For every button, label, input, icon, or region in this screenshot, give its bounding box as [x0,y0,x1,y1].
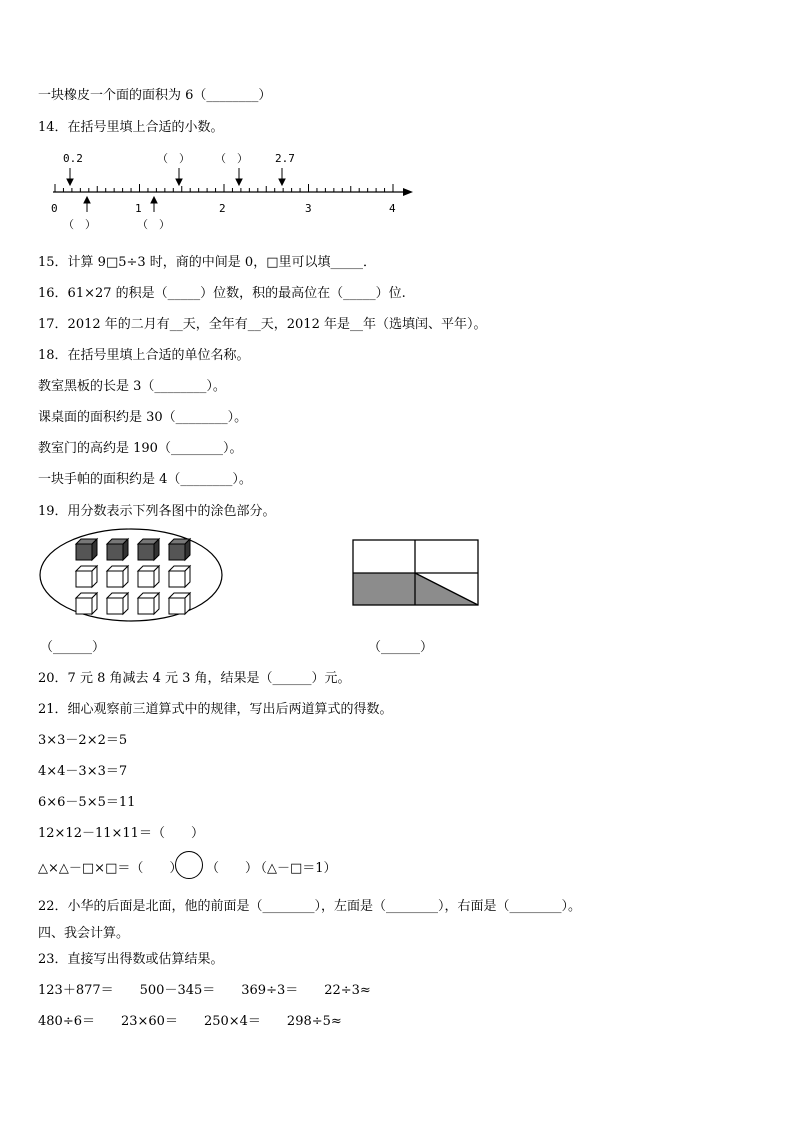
empty-cube [169,593,190,614]
question-18: 18．在括号里填上合适的单位名称。 [38,348,250,363]
shaded-cube [76,539,97,560]
question-17: 17．2012 年的二月有__天，全年有__天，2012 年是__年（选填闰、平年）。 [38,317,487,332]
question-19: 19．用分数表示下列各图中的涂色部分。 [38,504,276,519]
tick-label-4: 4 [389,202,396,215]
question-23: 23．直接写出得数或估算结果。 [38,952,224,967]
top-label-blank-1: （ ） [157,152,190,165]
equation-5-note: （△－□＝1） [254,861,337,876]
tick-label-1: 1 [135,202,142,215]
tick-label-2: 2 [219,202,226,215]
empty-cube [138,593,159,614]
fig19-left-answer: （______） [40,640,106,655]
number-line-arrow [403,188,413,196]
top-label-blank-2: （ ） [215,152,248,165]
calc-row-1: 123＋877＝ 500－345＝ 369÷3＝ 22÷3≈ [38,983,371,998]
equation-4: 12×12－11×11＝（ ） [38,826,204,841]
question-18-desk: 课桌面的面积约是 30（________）。 [38,410,248,425]
question-22: 22．小华的后面是北面，他的前面是（________），左面是（________），右面是（________）。 [38,899,582,914]
tick-label-3: 3 [305,202,312,215]
down-arrows [67,168,285,185]
empty-cube [107,593,128,614]
equation-5-left: △×△－□×□＝（ ） [38,861,183,876]
empty-cube [169,566,190,587]
equation-5-mid: （ ） [206,861,259,876]
question-18-blackboard: 教室黑板的长是 3（________）。 [38,379,226,394]
calc-row-2: 480÷6＝ 23×60＝ 250×4＝ 298÷5≈ [38,1014,342,1029]
shaded-cube [138,539,159,560]
top-label-0.2: 0.2 [63,152,83,165]
empty-cube [107,566,128,587]
rectangle-grid-figure [352,539,482,609]
question-14: 14．在括号里填上合适的小数。 [38,120,224,135]
question-20: 20．7 元 8 角减去 4 元 3 角，结果是（______）元。 [38,671,351,686]
equation-2: 4×4－3×3＝7 [38,764,128,779]
shaded-cube [107,539,128,560]
empty-cube [76,566,97,587]
operator-circle [175,851,203,879]
question-18-handkerchief: 一块手帕的面积约是 4（________）。 [38,472,252,487]
cubes-ellipse-figure [38,527,228,627]
shaded-cube [169,539,190,560]
up-arrows [84,197,157,212]
bottom-label-blank-2: （ ） [137,218,170,231]
line-eraser-area: 一块橡皮一个面的面积为 6（________） [38,88,272,103]
question-16: 16．61×27 的积是（_____）位数，积的最高位在（_____）位. [38,286,406,301]
section-4-heading: 四、我会计算。 [38,926,130,941]
equation-1: 3×3－2×2＝5 [38,733,128,748]
question-15: 15．计算 9□5÷3 时，商的中间是 0，□里可以填_____． [38,255,376,270]
fig19-right-answer: （______） [368,640,434,655]
empty-cube [76,593,97,614]
bottom-label-blank-1: （ ） [63,218,96,231]
question-18-door: 教室门的高约是 190（________）。 [38,441,243,456]
question-21: 21．细心观察前三道算式中的规律，写出后两道算式的得数。 [38,702,393,717]
empty-cube [138,566,159,587]
equation-3: 6×6－5×5＝11 [38,795,136,810]
number-line-figure [45,148,425,233]
number-line-ticks [55,184,393,192]
top-label-2.7: 2.7 [275,152,295,165]
tick-label-0: 0 [51,202,58,215]
